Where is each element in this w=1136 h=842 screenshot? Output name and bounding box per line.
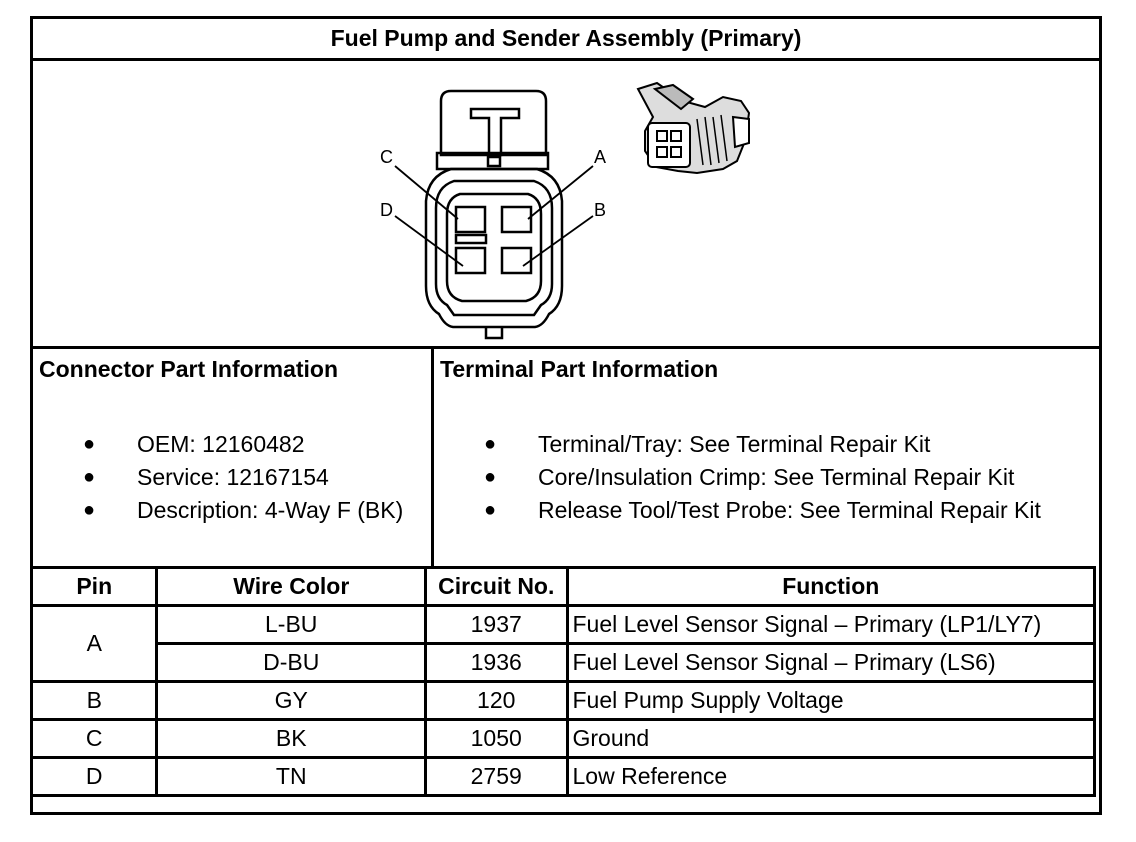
table-row xyxy=(32,720,1095,758)
connector-face-diagram xyxy=(33,61,1099,346)
header-wire-color: Wire Color xyxy=(157,568,425,606)
cell-pin: B xyxy=(32,682,157,720)
cell-wire: BK xyxy=(157,720,425,758)
bullet-icon: ● xyxy=(83,433,96,455)
cell-function: Ground xyxy=(567,720,1095,758)
list-item: ● OEM: 12160482 xyxy=(83,428,403,461)
cell-wire: D-BU xyxy=(157,644,425,682)
cell-wire: TN xyxy=(157,758,425,796)
cell-circuit: 2759 xyxy=(425,758,567,796)
bottom-key xyxy=(486,327,502,338)
list-item: ● Service: 12167154 xyxy=(83,461,403,494)
terminal-info-heading: Terminal Part Information xyxy=(440,356,719,382)
cell-wire: GY xyxy=(157,682,425,720)
terminal-info-list xyxy=(484,428,1041,527)
cavity-a xyxy=(502,207,531,232)
header-pin: Pin xyxy=(32,568,157,606)
list-item: ● Core/Insulation Crimp: See Terminal Repair Kit xyxy=(484,461,1041,494)
bullet-icon: ● xyxy=(484,433,497,455)
table-row xyxy=(32,758,1095,796)
list-item: ● Terminal/Tray: See Terminal Repair Kit xyxy=(484,428,1041,461)
list-item: ● Description: 4-Way F (BK) xyxy=(83,494,403,527)
bullet-icon: ● xyxy=(484,466,497,488)
leader-b xyxy=(523,216,593,266)
header-function: Function xyxy=(567,568,1095,606)
pin-label-d: D xyxy=(380,200,393,220)
cell-circuit: 120 xyxy=(425,682,567,720)
table-row xyxy=(32,682,1095,720)
cavity-b xyxy=(502,248,531,273)
cavity-c xyxy=(456,207,485,232)
bullet-icon: ● xyxy=(83,466,96,488)
leader-a xyxy=(528,166,593,219)
latch-tab xyxy=(441,91,546,155)
cell-circuit: 1937 xyxy=(425,606,567,644)
cell-pin: D xyxy=(32,758,157,796)
list-item: ● Release Tool/Test Probe: See Terminal Repair Kit xyxy=(484,494,1041,527)
connector-info-heading: Connector Part Information xyxy=(39,356,339,382)
table-row xyxy=(32,644,1095,682)
bullet-icon: ● xyxy=(484,499,497,521)
connector-part-info xyxy=(33,349,434,569)
connector-info-list xyxy=(83,428,403,527)
pin-label-a: A xyxy=(594,147,607,167)
sheet-title: Fuel Pump and Sender Assembly (Primary) xyxy=(33,19,1099,61)
connector-3d-thumbnail xyxy=(638,83,749,173)
connector-shell-ring-1 xyxy=(436,181,552,315)
connector-sheet xyxy=(30,16,1102,815)
cell-pin: A xyxy=(32,606,157,682)
cavity-d xyxy=(456,248,485,273)
pin-label-b: B xyxy=(594,200,607,220)
connector-diagram-area xyxy=(33,61,1099,349)
bullet-icon: ● xyxy=(83,499,96,521)
cell-circuit: 1050 xyxy=(425,720,567,758)
center-key xyxy=(456,235,486,243)
cell-function: Fuel Level Sensor Signal – Primary (LS6) xyxy=(567,644,1095,682)
table-header-row xyxy=(32,568,1095,606)
latch-t-slot xyxy=(471,109,519,155)
terminal-part-info xyxy=(434,349,1099,569)
pinout-table xyxy=(30,566,1096,797)
cell-pin: C xyxy=(32,720,157,758)
pin-label-c: C xyxy=(380,147,393,167)
leader-d xyxy=(395,216,463,266)
cell-function: Low Reference xyxy=(567,758,1095,796)
header-circuit-no: Circuit No. xyxy=(425,568,567,606)
cell-function: Fuel Pump Supply Voltage xyxy=(567,682,1095,720)
cell-wire: L-BU xyxy=(157,606,425,644)
cell-function: Fuel Level Sensor Signal – Primary (LP1/LY7) xyxy=(567,606,1095,644)
table-row xyxy=(32,606,1095,644)
cell-circuit: 1936 xyxy=(425,644,567,682)
